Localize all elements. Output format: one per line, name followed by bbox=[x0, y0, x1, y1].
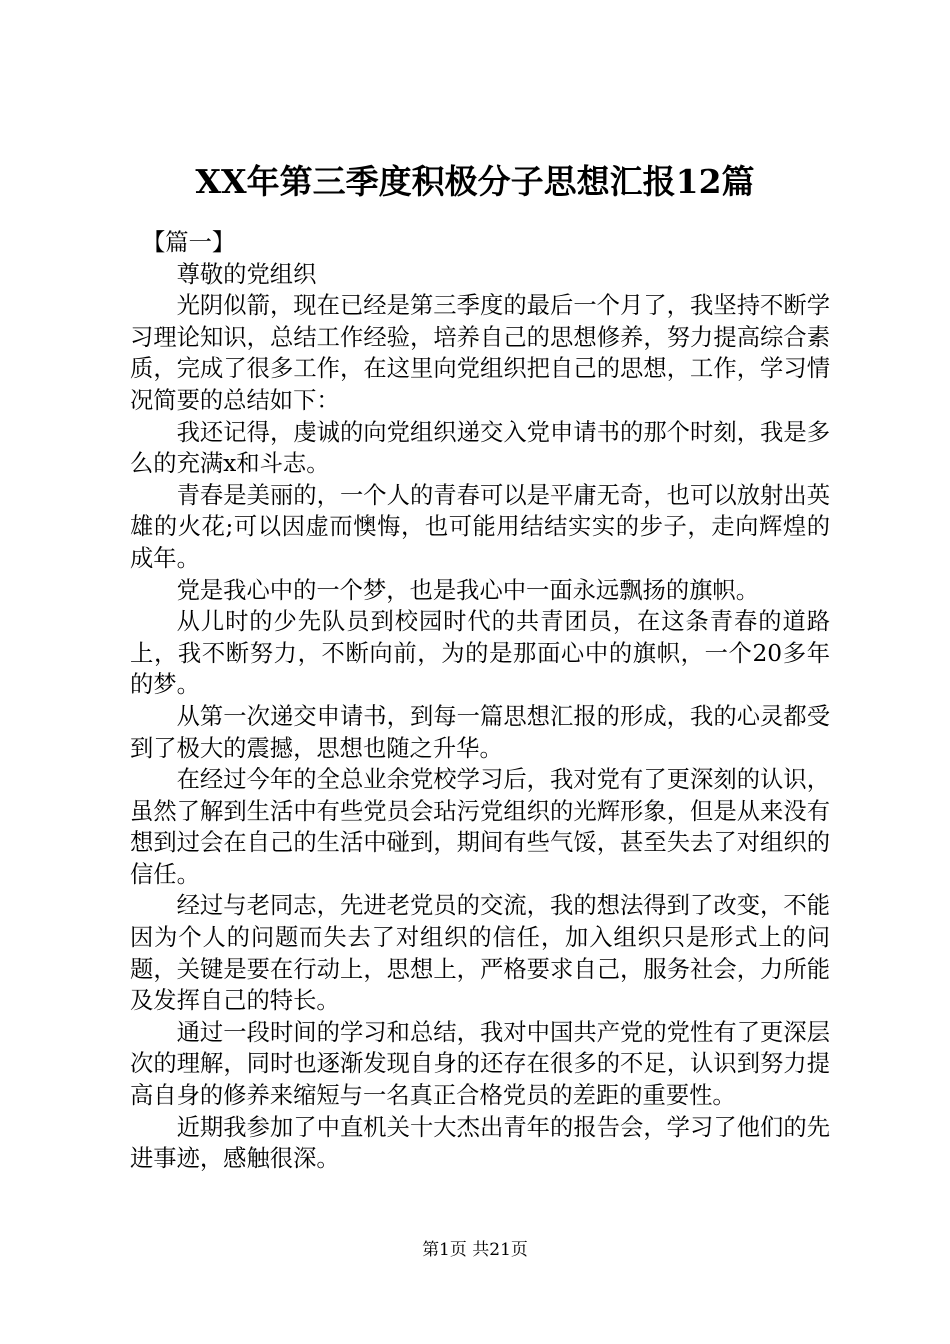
paragraph: 党是我心中的一个梦，也是我心中一面永远飘扬的旗帜。 bbox=[176, 576, 760, 604]
document-title: XX年第三季度积极分子思想汇报12篇 bbox=[195, 162, 755, 201]
document-body bbox=[130, 227, 830, 1175]
paragraph: 从第一次递交申请书，到每一篇思想汇报的形成，我的心灵都受到了极大的震撼，思想也随之升华。 bbox=[130, 702, 830, 762]
paragraph: 经过与老同志，先进老党员的交流，我的想法得到了改变，不能因为个人的问题而失去了对组织的信任，加入组织只是形式上的问题，关键是要在行动上，思想上，严格要求自己，服务社会，力所能及发挥自己的特长。 bbox=[130, 892, 830, 1015]
salutation: 尊敬的党组织 bbox=[176, 260, 317, 288]
paragraph: 光阴似箭，现在已经是第三季度的最后一个月了，我坚持不断学习理论知识，总结工作经验，培养自己的思想修养，努力提高综合素质，完成了很多工作，在这里向党组织把自己的思想，工作，学习情况简要的总结如下： bbox=[130, 292, 830, 414]
paragraph: 青春是美丽的，一个人的青春可以是平庸无奇，也可以放射出英雄的火花;可以因虚而懊悔，也可能用结结实实的步子，走向辉煌的成年。 bbox=[130, 481, 830, 572]
paragraph: 通过一段时间的学习和总结，我对中国共产党的党性有了更深层次的理解，同时也逐渐发现自身的还存在很多的不足，认识到努力提高自身的修养来缩短与一名真正合格党员的差距的重要性。 bbox=[130, 1018, 830, 1110]
paragraph: 从儿时的少先队员到校园时代的共青团员，在这条青春的道路上，我不断努力，不断向前，为的是那面心中的旗帜，一个20多年的梦。 bbox=[130, 608, 830, 699]
paragraph: 我还记得，虔诚的向党组织递交入党申请书的那个时刻，我是多么的充满x和斗志。 bbox=[130, 418, 830, 478]
section-label: 【篇一】 bbox=[142, 229, 236, 256]
page-number-footer: 第1页 共21页 bbox=[422, 1240, 528, 1260]
paragraph: 在经过今年的全总业余党校学习后，我对党有了更深刻的认识，虽然了解到生活中有些党员会玷污党组织的光辉形象，但是从来没有想到过会在自己的生活中碰到，期间有些气馁，甚至失去了对组织的信任。 bbox=[130, 766, 830, 888]
paragraph: 近期我参加了中直机关十大杰出青年的报告会，学习了他们的先进事迹，感触很深。 bbox=[130, 1113, 830, 1173]
